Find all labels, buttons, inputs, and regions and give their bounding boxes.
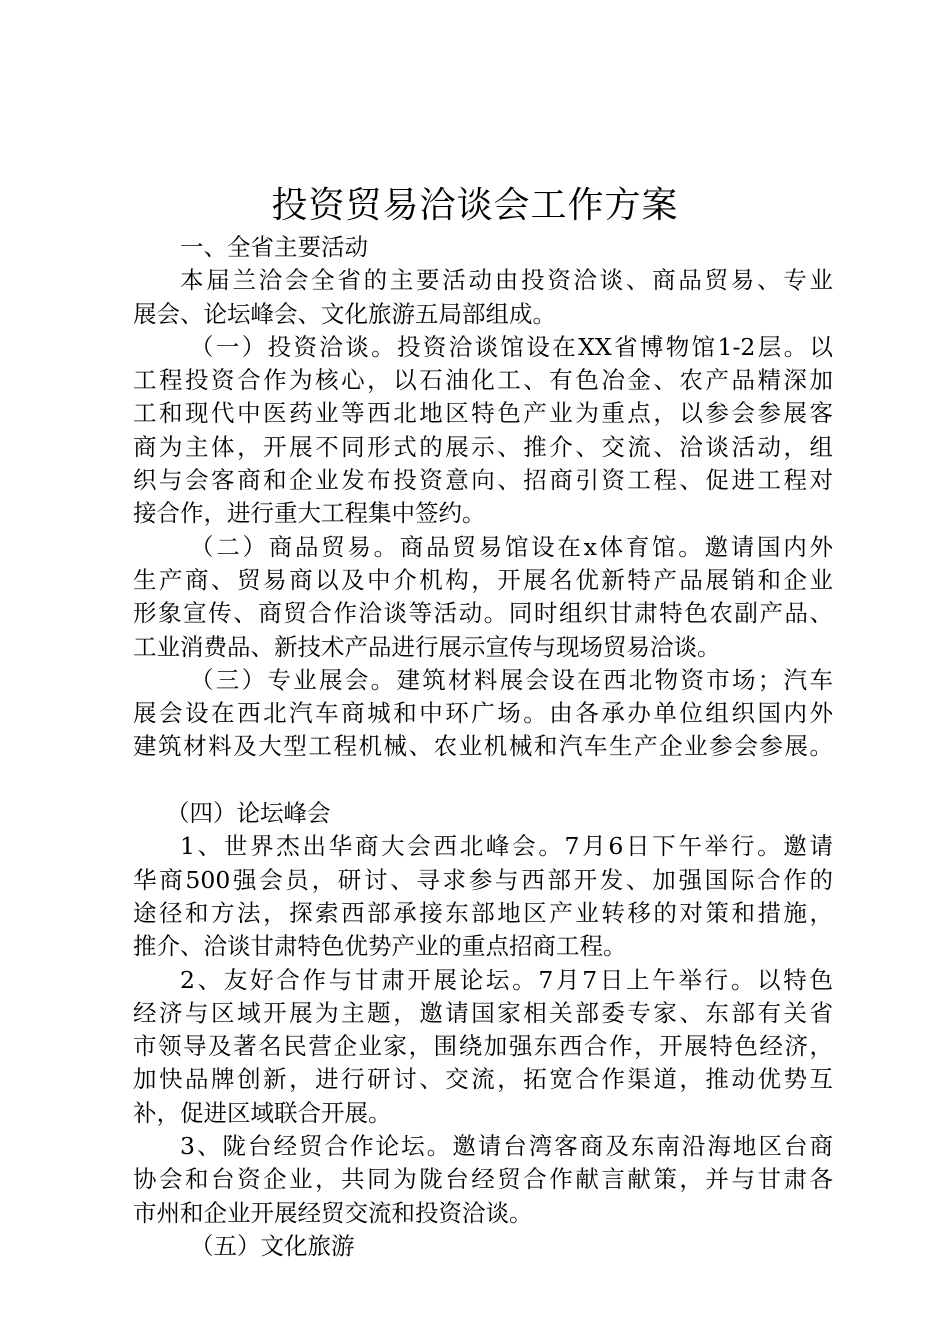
paragraph-line: 推介、洽谈甘肃特色优势产业的重点招商工程。: [133, 932, 627, 961]
paragraph-line: 2、友好合作与甘肃开展论坛。7月7日上午举行。以特色: [180, 965, 833, 994]
paragraph-line: 途径和方法，探索西部承接东部地区产业转移的对策和措施，: [133, 898, 833, 927]
paragraph-line: 经济与区域开展为主题，邀请国家相关部委专家、东部有关省: [133, 998, 833, 1027]
paragraph-line: 本届兰洽会全省的主要活动由投资洽谈、商品贸易、专业: [180, 266, 833, 295]
paragraph-line: 接合作，进行重大工程集中签约。: [133, 499, 486, 528]
paragraph-line: 华商500强会员，研讨、寻求参与西部开发、加强国际合作的: [133, 865, 833, 894]
paragraph-line: 3、陇台经贸合作论坛。邀请台湾客商及东南沿海地区台商: [180, 1132, 833, 1161]
blank-line: [133, 764, 833, 797]
paragraph-line: 加快品牌创新，进行研讨、交流，拓宽合作渠道，推动优势互: [133, 1065, 833, 1094]
paragraph-line: 展会、论坛峰会、文化旅游五局部组成。: [133, 299, 556, 328]
document-title: 投资贸易洽谈会工作方案: [271, 185, 679, 226]
paragraph-line: （一）投资洽谈。投资洽谈馆设在XX省博物馆1-2层。以: [190, 332, 833, 361]
paragraph-line: 工业消费品、新技术产品进行展示宣传与现场贸易洽谈。: [133, 632, 721, 661]
paragraph-line: 1、世界杰出华商大会西北峰会。7月6日下午举行。邀请: [180, 832, 833, 861]
paragraph-line: 生产商、贸易商以及中介机构，开展名优新特产品展销和企业: [133, 565, 833, 594]
paragraph-line: 商为主体，开展不同形式的展示、推介、交流、洽谈活动，组: [133, 432, 833, 461]
paragraph-line: （三）专业展会。建筑材料展会设在西北物资市场；汽车: [190, 665, 833, 694]
document-body: [133, 231, 833, 1263]
paragraph-line: 展会设在西北汽车商城和中环广场。由各承办单位组织国内外: [133, 699, 833, 728]
section-heading: 一、全省主要活动: [180, 233, 368, 261]
paragraph-line: 工和现代中医药业等西北地区特色产业为重点，以参会参展客: [133, 399, 833, 428]
paragraph-line: 织与会客商和企业发布投资意向、招商引资工程、促进工程对: [133, 466, 833, 495]
paragraph-line: 工程投资合作为核心，以石油化工、有色冶金、农产品精深加: [133, 366, 833, 395]
paragraph-line: 形象宣传、商贸合作洽谈等活动。同时组织甘肃特色农副产品、: [133, 599, 833, 628]
paragraph-line: （二）商品贸易。商品贸易馆设在x体育馆。邀请国内外: [190, 532, 833, 561]
paragraph-line: 协会和台资企业，共同为陇台经贸合作献言献策，并与甘肃各: [133, 1165, 833, 1194]
paragraph-line: 补，促进区域联合开展。: [133, 1098, 392, 1127]
section-heading: （四）论坛峰会: [166, 799, 331, 828]
paragraph-line: 建筑材料及大型工程机械、农业机械和汽车生产企业参会参展。: [133, 732, 833, 761]
section-heading: （五）文化旅游: [190, 1231, 355, 1260]
paragraph-line: 市领导及著名民营企业家，围绕加强东西合作，开展特色经济，: [133, 1032, 833, 1061]
paragraph-line: 市州和企业开展经贸交流和投资洽谈。: [133, 1198, 533, 1227]
